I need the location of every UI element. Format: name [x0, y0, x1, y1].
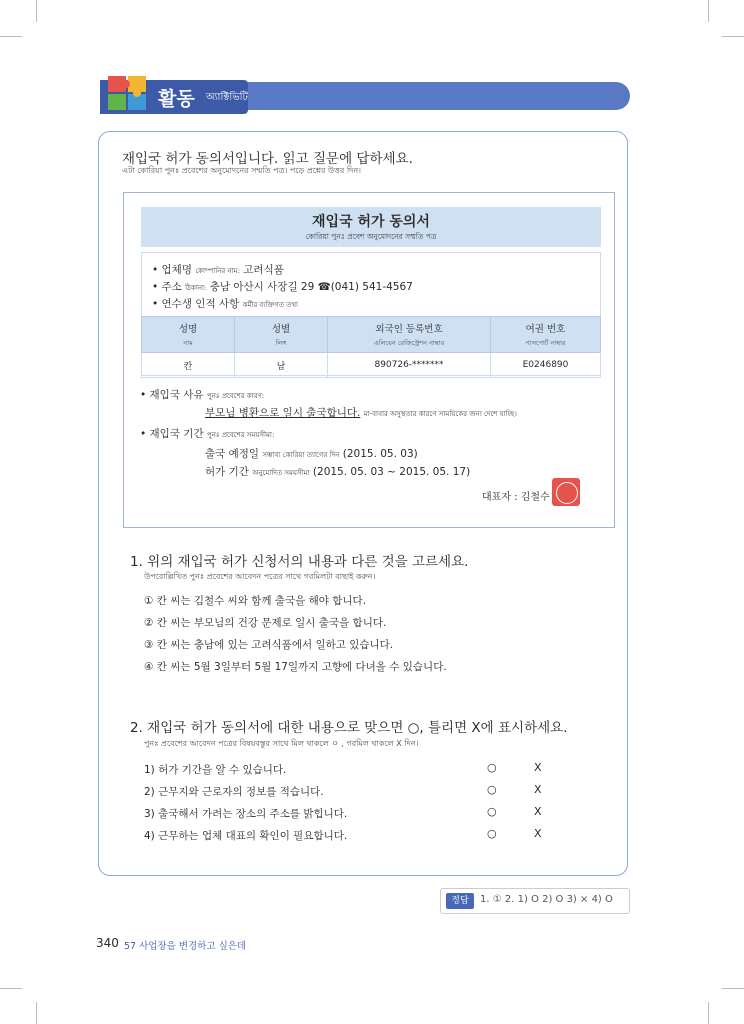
reason-label-bn: পুনঃ প্রবেশের কারণ:: [206, 392, 265, 400]
permit-value: (2015. 05. 03 ~ 2015. 05. 17): [312, 466, 471, 478]
form-subtitle: কোরিয়া পুনঃ প্রবেশ অনুমোদনের সম্মতি পত্র: [305, 232, 437, 241]
address-line: [152, 279, 413, 294]
crop-mark: [0, 36, 22, 37]
question-2-item: 4) 근무하는 업체 대표의 확인이 필요합니다.: [144, 830, 348, 842]
table-cell: 칸: [142, 353, 235, 378]
question-1-option[interactable]: ④ 칸 씨는 5월 3일부터 5월 17일까지 고향에 다녀올 수 있습니다.: [144, 661, 447, 673]
crop-mark: [708, 0, 709, 22]
question-1-option[interactable]: ① 칸 씨는 김철수 씨와 함께 출국을 해야 합니다.: [144, 595, 367, 607]
period-line: [140, 426, 274, 441]
question-1: 1. 위의 재입국 허가 신청서의 내용과 다른 것을 고르세요.: [130, 554, 469, 570]
departure-label-bn: সম্ভাব্য কোরিয়া ত্যাগের দিন: [262, 451, 340, 459]
trainee-label: • 연수생 인적 사항: [152, 298, 240, 310]
o-mark[interactable]: ○: [487, 761, 497, 774]
permit-label: 허가 기간: [205, 466, 249, 478]
question-1-option[interactable]: ② 칸 씨는 부모님의 건강 문제로 일시 출국을 합니다.: [144, 617, 387, 629]
question-1-option[interactable]: ③ 칸 씨는 충남에 있는 고려식품에서 일하고 있습니다.: [144, 639, 394, 651]
x-mark[interactable]: X: [534, 827, 542, 840]
company-label-bn: কোম্পানির নাম:: [195, 267, 240, 275]
column-header: 성명 নাম: [142, 317, 235, 353]
intro-text: 재입국 허가 동의서입니다. 읽고 질문에 답하세요.: [122, 151, 413, 167]
puzzle-icon: [106, 72, 152, 112]
reason-label: • 재입국 사유: [140, 389, 204, 401]
address-value: 충남 아산시 사장길 29 ☎(041) 541-4567: [209, 281, 413, 293]
answer-tag: 정답: [446, 893, 474, 909]
o-mark[interactable]: ○: [487, 783, 497, 796]
table-header-row: [142, 317, 601, 353]
reason-line: [140, 387, 264, 402]
answer-text: 1. ① 2. 1) O 2) O 3) × 4) O: [480, 894, 613, 905]
x-mark[interactable]: X: [534, 761, 542, 774]
table-cell: E0246890: [491, 353, 601, 378]
reason-value-bn: মা-বাবার অসুস্থতার কারণে সাময়িকের জন্য দেশে যাচ্ছি।: [363, 410, 517, 418]
question-2-item: 2) 근무지와 근로자의 정보를 적습니다.: [144, 786, 324, 798]
question-2-translation: পুনঃ প্রবেশের আবেদন পত্রের বিষয়বস্তুর সাথে মিল থাকলে ㅇ , গরমিল থাকলে X দিন।: [144, 739, 419, 748]
table-row: [142, 353, 601, 378]
question-1-translation: উপরোল্লিখিত পুনঃ প্রবেশের আবেদন পত্রের সাথে গরমিলটা বাছাই করুন।: [144, 572, 376, 581]
company-line: [152, 262, 284, 277]
departure-label: 출국 예정일: [205, 448, 260, 460]
departure-line: [205, 446, 418, 461]
address-label: • 주소: [152, 281, 182, 293]
crop-mark: [708, 1002, 709, 1024]
company-label: • 업체명: [152, 264, 192, 276]
column-header: 외국인 등록번호 এলিয়েন রেজিস্ট্রেশন নাম্বার: [328, 317, 491, 353]
period-label: • 재입국 기간: [140, 428, 204, 440]
o-mark[interactable]: ○: [487, 827, 497, 840]
permit-label-bn: অনুমোদিত সময়সীমা: [252, 469, 310, 477]
section-title: 활동: [158, 88, 195, 110]
intro-translation: এটা কোরিয়া পুনঃ প্রবেশের অনুমোদনের সম্মতি পত্র। পড়ে প্রশ্নের উত্তর দিন।: [122, 166, 361, 175]
period-label-bn: পুনঃ প্রবেশের সময়সীমা:: [206, 431, 275, 439]
trainee-table: [141, 316, 601, 378]
question-2-item: 3) 출국해서 가려는 장소의 주소를 밝힙니다.: [144, 808, 348, 820]
form-title: 재입국 허가 동의서: [312, 214, 430, 230]
permit-line: [205, 464, 470, 479]
representative: 대표자 : 김철수: [482, 492, 550, 503]
table-cell: 890726-*******: [328, 353, 491, 378]
crop-mark: [36, 1002, 37, 1024]
address-label-bn: ঠিকানা:: [185, 284, 207, 292]
section-subtitle: অ্যাক্টিভিটি: [206, 92, 248, 103]
table-cell: 남: [235, 353, 328, 378]
question-2: 2. 재입국 허가 동의서에 대한 내용으로 맞으면 ○, 틀리면 X에 표시하세요.: [130, 720, 568, 736]
o-mark[interactable]: ○: [487, 805, 497, 818]
reason-value: 부모님 병환으로 일시 출국합니다.: [205, 407, 361, 419]
crop-mark: [0, 988, 22, 989]
reason-value-line: [205, 405, 517, 420]
question-2-item: 1) 허가 기간을 알 수 있습니다.: [144, 764, 287, 776]
trainee-label-bn: কর্মীর ব্যক্তিগত তথ্য: [242, 301, 299, 309]
x-mark[interactable]: X: [534, 805, 542, 818]
chapter-title: 57 사업장을 변경하고 싶은데: [124, 941, 247, 952]
form-title-bar: [141, 207, 601, 247]
crop-mark: [722, 36, 744, 37]
company-value: 고려식품: [243, 264, 284, 276]
page-number: 340: [96, 936, 119, 950]
column-header: 성별 লিঙ্গ: [235, 317, 328, 353]
x-mark[interactable]: X: [534, 783, 542, 796]
departure-value: (2015. 05. 03): [342, 448, 418, 460]
trainee-line: [152, 296, 298, 311]
crop-mark: [722, 988, 744, 989]
seal-stamp: [552, 478, 580, 506]
crop-mark: [36, 0, 37, 22]
column-header: 여권 번호 পাসপোর্ট নাম্বার: [491, 317, 601, 353]
